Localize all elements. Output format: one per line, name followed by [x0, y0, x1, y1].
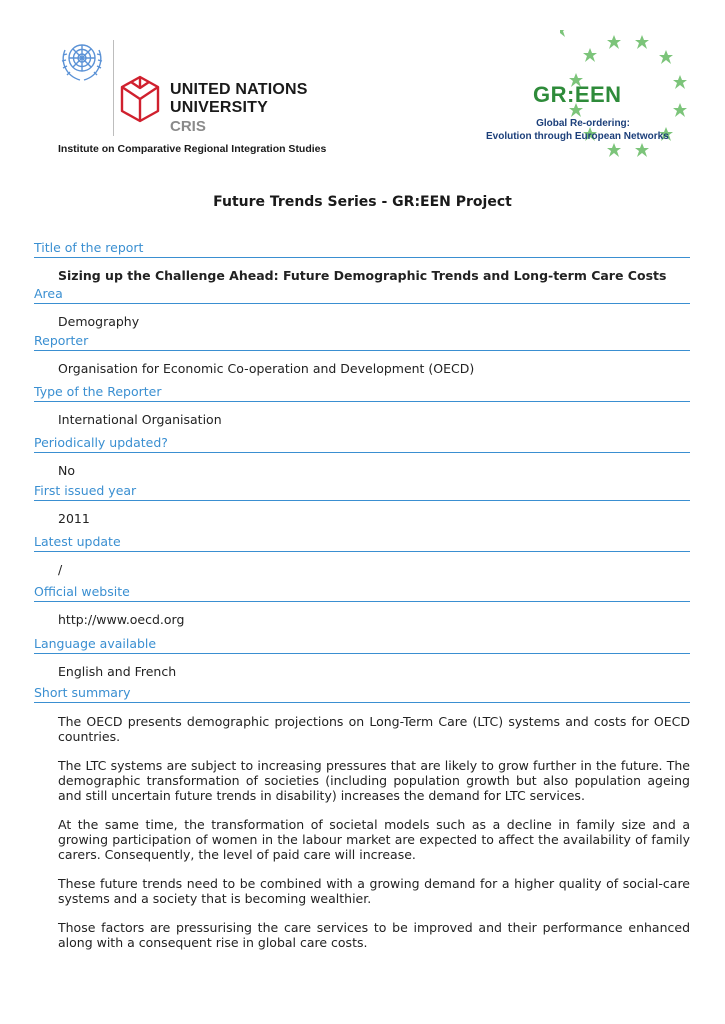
- field-official-website: [34, 584, 690, 627]
- summary-paragraph: These future trends need to be combined with a growing demand for a higher quality of social-care systems and a society that is becoming wealthier.: [58, 876, 690, 906]
- green-tagline-line2: Evolution through European Networks: [486, 131, 669, 142]
- field-label: First issued year: [34, 483, 690, 501]
- green-logo-text: GR:EEN: [533, 82, 622, 107]
- header-divider: [113, 40, 114, 136]
- unu-name-line2: UNIVERSITY: [170, 99, 269, 116]
- document-title: Future Trends Series - GR:EEN Project: [213, 194, 512, 210]
- page-header: [0, 0, 725, 170]
- field-report-title: [34, 240, 690, 283]
- field-reporter-type: [34, 384, 690, 427]
- field-value: Organisation for Economic Co-operation and Development (OECD): [58, 361, 475, 376]
- institute-name: Institute on Comparative Regional Integration Studies: [58, 143, 327, 155]
- field-label: Language available: [34, 636, 690, 654]
- field-label: Reporter: [34, 333, 690, 351]
- field-short-summary: [34, 685, 690, 703]
- unu-cris-label: CRIS: [170, 118, 206, 135]
- field-value: International Organisation: [58, 412, 222, 427]
- field-label: Latest update: [34, 534, 690, 552]
- green-tagline-line1: Global Re-ordering:: [536, 118, 630, 129]
- summary-paragraph: At the same time, the transformation of societal models such as a decline in family size and a growing participation of women in the labour market are expected to affect the availability of family carers. Consequently, the level of paid care will increase.: [58, 817, 690, 862]
- field-area: [34, 286, 690, 329]
- unu-logo-icon: [118, 74, 162, 124]
- field-value: Sizing up the Challenge Ahead: Future Demographic Trends and Long-term Care Costs: [58, 268, 667, 283]
- field-latest-update: [34, 534, 690, 577]
- summary-paragraph: Those factors are pressurising the care services to be improved and their performance enhanced along with a consequent rise in global care costs.: [58, 920, 690, 950]
- field-periodically-updated: [34, 435, 690, 478]
- field-value: Demography: [58, 314, 140, 329]
- unu-name-line1: UNITED NATIONS: [170, 81, 308, 98]
- field-label: Official website: [34, 584, 690, 602]
- field-value: 2011: [58, 511, 90, 526]
- field-label: Title of the report: [34, 240, 690, 258]
- field-first-issued-year: [34, 483, 690, 526]
- field-label: Short summary: [34, 685, 690, 703]
- field-label: Area: [34, 286, 690, 304]
- summary-paragraph: The OECD presents demographic projections on Long-Term Care (LTC) systems and costs for OECD countries.: [58, 714, 690, 744]
- website-link[interactable]: http://www.oecd.org: [58, 612, 185, 627]
- field-reporter: [34, 333, 690, 376]
- field-value: /: [58, 562, 63, 577]
- field-value: No: [58, 463, 75, 478]
- field-value: English and French: [58, 664, 177, 679]
- field-language-available: [34, 636, 690, 679]
- summary-paragraph: The LTC systems are subject to increasing pressures that are likely to grow further in the future. The demographic transformation of societies (including population growth but also population ageing and still uncertain future trends in disability) increases the demand for LTC services.: [58, 758, 690, 803]
- un-emblem-icon: [58, 36, 106, 84]
- summary-text: [58, 714, 690, 964]
- field-label: Type of the Reporter: [34, 384, 690, 402]
- field-label: Periodically updated?: [34, 435, 690, 453]
